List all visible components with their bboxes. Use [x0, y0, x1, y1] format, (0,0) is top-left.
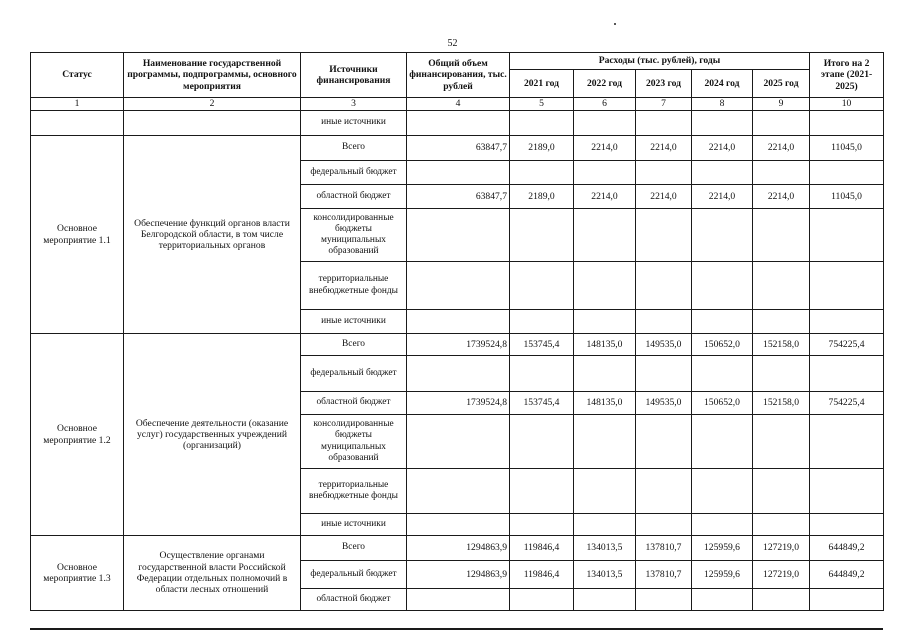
year-value — [692, 262, 753, 310]
year-value — [692, 415, 753, 469]
table-row — [31, 111, 884, 136]
year-value: 153745,4 — [510, 392, 574, 415]
itogo-value: 754225,4 — [810, 392, 884, 415]
year-value — [510, 415, 574, 469]
source-label: областной бюджет — [301, 185, 407, 209]
source-label: областной бюджет — [301, 589, 407, 611]
year-value — [692, 589, 753, 611]
status-cell: Основное мероприятие 1.1 — [31, 136, 124, 334]
year-value: 2214,0 — [692, 185, 753, 209]
year-value — [636, 161, 692, 185]
table-row — [31, 334, 884, 356]
status-cell: Основное мероприятие 1.2 — [31, 334, 124, 536]
year-value — [574, 310, 636, 334]
year-value — [692, 469, 753, 514]
total-value — [407, 262, 510, 310]
year-value — [574, 514, 636, 536]
total-value: 1294863,9 — [407, 536, 510, 561]
itogo-value: 754225,4 — [810, 334, 884, 356]
year-value — [753, 356, 810, 392]
col-number: 6 — [574, 98, 636, 111]
year-value — [574, 356, 636, 392]
source-label: иные источники — [301, 514, 407, 536]
year-value — [692, 356, 753, 392]
year-value: 2214,0 — [636, 185, 692, 209]
source-label: консолидированные бюджеты муниципальных образований — [301, 209, 407, 262]
itogo-value — [810, 469, 884, 514]
year-value — [753, 589, 810, 611]
year-value: 127219,0 — [753, 536, 810, 561]
header-year: 2024 год — [692, 70, 753, 98]
year-value: 149535,0 — [636, 392, 692, 415]
source-label: иные источники — [301, 111, 407, 136]
source-label: Всего — [301, 334, 407, 356]
header-expenses: Расходы (тыс. рублей), годы — [510, 53, 810, 70]
total-value — [407, 161, 510, 185]
year-value: 148135,0 — [574, 392, 636, 415]
year-value: 119846,4 — [510, 561, 574, 589]
year-value: 2214,0 — [753, 136, 810, 161]
total-value — [407, 415, 510, 469]
col-number: 5 — [510, 98, 574, 111]
col-number: 3 — [301, 98, 407, 111]
year-value — [636, 415, 692, 469]
year-value — [574, 415, 636, 469]
col-number: 10 — [810, 98, 884, 111]
year-value — [636, 589, 692, 611]
header-year: 2021 год — [510, 70, 574, 98]
year-value: 2189,0 — [510, 185, 574, 209]
source-label: Всего — [301, 136, 407, 161]
year-value: 2214,0 — [692, 136, 753, 161]
total-value: 1739524,8 — [407, 392, 510, 415]
total-value: 1739524,8 — [407, 334, 510, 356]
total-value: 63847,7 — [407, 136, 510, 161]
itogo-value: 644849,2 — [810, 561, 884, 589]
itogo-value: 11045,0 — [810, 136, 884, 161]
header-year: 2023 год — [636, 70, 692, 98]
year-value — [692, 209, 753, 262]
year-value — [753, 310, 810, 334]
col-number: 2 — [124, 98, 301, 111]
header-year: 2025 год — [753, 70, 810, 98]
header-sources: Источники финансирования — [301, 53, 407, 98]
year-value — [753, 209, 810, 262]
year-value: 2189,0 — [510, 136, 574, 161]
source-label: территориальные внебюджетные фонды — [301, 262, 407, 310]
source-label: Всего — [301, 536, 407, 561]
year-value — [753, 469, 810, 514]
measure-name-cell: Осуществление органами государственной власти Российской Федерации отдельных полномочий в области лесных отношений — [124, 536, 301, 611]
page-number: 52 — [447, 38, 458, 49]
year-value: 150652,0 — [692, 392, 753, 415]
year-value: 148135,0 — [574, 334, 636, 356]
measure-name-cell: Обеспечение функций органов власти Белгородской области, в том числе территориальных органов — [124, 136, 301, 334]
year-value: 134013,5 — [574, 536, 636, 561]
year-value — [692, 161, 753, 185]
header-itogo: Итого на 2 этапе (2021-2025) — [810, 53, 884, 98]
col-number: 7 — [636, 98, 692, 111]
itogo-value — [810, 161, 884, 185]
year-value: 152158,0 — [753, 334, 810, 356]
col-number: 1 — [31, 98, 124, 111]
source-label: иные источники — [301, 310, 407, 334]
year-value — [510, 262, 574, 310]
year-value — [636, 356, 692, 392]
year-value: 2214,0 — [574, 185, 636, 209]
itogo-value — [810, 589, 884, 611]
itogo-value — [810, 209, 884, 262]
itogo-value: 644849,2 — [810, 536, 884, 561]
year-value: 125959,6 — [692, 536, 753, 561]
total-value — [407, 589, 510, 611]
year-value — [636, 209, 692, 262]
table-row — [31, 136, 884, 161]
scan-speck — [614, 23, 616, 25]
itogo-value — [810, 514, 884, 536]
year-value — [636, 310, 692, 334]
itogo-value — [810, 356, 884, 392]
source-label: консолидированные бюджеты муниципальных образований — [301, 415, 407, 469]
measure-name-cell: Обеспечение деятельности (оказание услуг) государственных учреждений (организаций) — [124, 334, 301, 536]
year-value — [753, 514, 810, 536]
status-cell: Основное мероприятие 1.3 — [31, 536, 124, 611]
source-label: территориальные внебюджетные фонды — [301, 469, 407, 514]
year-value — [574, 262, 636, 310]
col-number: 4 — [407, 98, 510, 111]
total-value — [407, 469, 510, 514]
year-value: 127219,0 — [753, 561, 810, 589]
year-value — [636, 469, 692, 514]
header-name: Наименование государственной программы, подпрограммы, основного мероприятия — [124, 53, 301, 98]
col-number: 8 — [692, 98, 753, 111]
year-value: 152158,0 — [753, 392, 810, 415]
year-value — [510, 209, 574, 262]
header-total-volume: Общий объем финансирования, тыс. рублей — [407, 53, 510, 98]
year-value — [574, 209, 636, 262]
year-value — [510, 469, 574, 514]
source-label: федеральный бюджет — [301, 356, 407, 392]
year-value — [636, 514, 692, 536]
year-value: 137810,7 — [636, 536, 692, 561]
year-value: 125959,6 — [692, 561, 753, 589]
table-row — [31, 536, 884, 561]
source-label: федеральный бюджет — [301, 161, 407, 185]
page-bottom-rule — [30, 628, 883, 630]
year-value — [510, 310, 574, 334]
year-value — [574, 589, 636, 611]
source-label: областной бюджет — [301, 392, 407, 415]
header-status: Статус — [31, 53, 124, 98]
year-value — [510, 161, 574, 185]
year-value — [753, 415, 810, 469]
total-value — [407, 356, 510, 392]
year-value — [574, 161, 636, 185]
year-value — [692, 310, 753, 334]
itogo-value — [810, 262, 884, 310]
year-value: 2214,0 — [636, 136, 692, 161]
year-value: 137810,7 — [636, 561, 692, 589]
col-number: 9 — [753, 98, 810, 111]
year-value — [636, 262, 692, 310]
year-value — [753, 161, 810, 185]
itogo-value — [810, 310, 884, 334]
total-value — [407, 209, 510, 262]
total-value — [407, 514, 510, 536]
year-value — [753, 262, 810, 310]
year-value — [510, 589, 574, 611]
year-value: 150652,0 — [692, 334, 753, 356]
year-value — [510, 356, 574, 392]
total-value — [407, 310, 510, 334]
source-label: федеральный бюджет — [301, 561, 407, 589]
year-value: 2214,0 — [574, 136, 636, 161]
year-value: 119846,4 — [510, 536, 574, 561]
year-value: 2214,0 — [753, 185, 810, 209]
header-year: 2022 год — [574, 70, 636, 98]
itogo-value: 11045,0 — [810, 185, 884, 209]
year-value: 134013,5 — [574, 561, 636, 589]
year-value: 153745,4 — [510, 334, 574, 356]
year-value: 149535,0 — [636, 334, 692, 356]
total-value: 63847,7 — [407, 185, 510, 209]
total-value: 1294863,9 — [407, 561, 510, 589]
year-value — [692, 514, 753, 536]
itogo-value — [810, 415, 884, 469]
budget-table — [30, 52, 884, 611]
year-value — [574, 469, 636, 514]
year-value — [510, 514, 574, 536]
